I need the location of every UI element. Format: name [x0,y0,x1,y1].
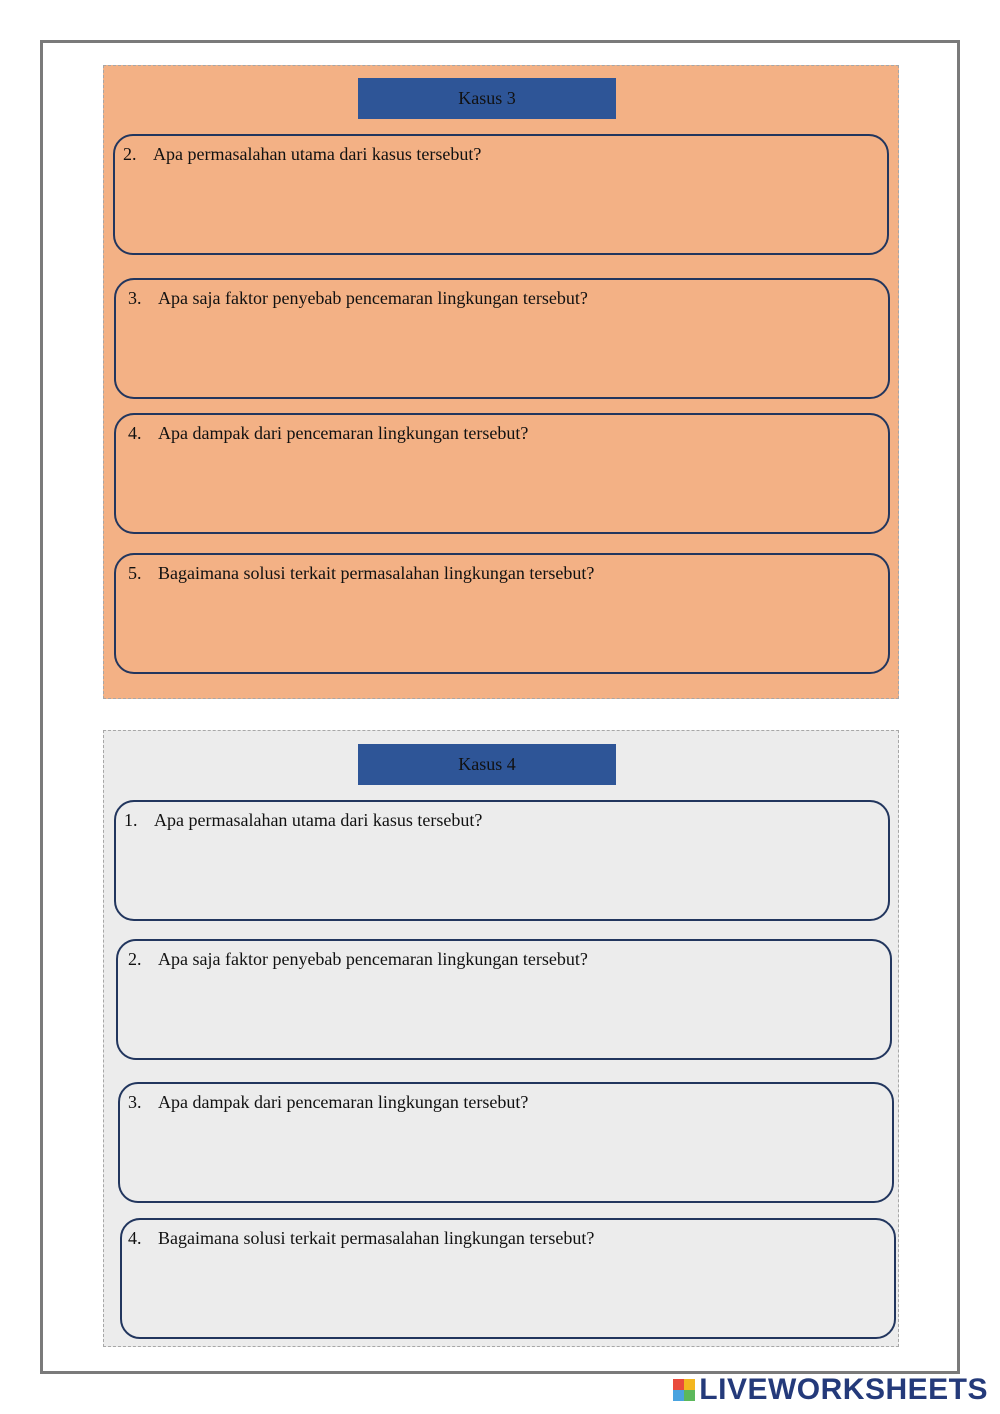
question-number: 4. [128,1228,142,1248]
case-title-4: Kasus 4 [358,744,616,785]
question-text: Apa dampak dari pencemaran lingkungan tersebut? [158,1092,529,1112]
question-label [128,949,588,970]
question-label [128,288,588,309]
question-text: Bagaimana solusi terkait permasalahan lingkungan tersebut? [158,563,595,583]
question-label [128,1092,528,1113]
answer-box-3-2[interactable] [114,278,890,399]
answer-box-4-1[interactable] [114,800,890,921]
question-number: 3. [128,288,142,308]
question-text: Apa permasalahan utama dari kasus tersebut? [154,810,483,830]
question-label [128,563,594,584]
case-panel-4 [103,730,899,1347]
question-number: 3. [128,1092,142,1112]
question-number: 5. [128,563,142,583]
brand-name: LIVEWORKSHEETS [699,1373,988,1406]
question-text: Apa saja faktor penyebab pencemaran lingkungan tersebut? [158,949,588,969]
answer-box-4-2[interactable] [116,939,892,1060]
question-number: 2. [123,144,137,164]
liveworksheets-brand[interactable] [673,1372,988,1408]
answer-box-3-4[interactable] [114,553,890,674]
answer-box-3-3[interactable] [114,413,890,534]
answer-box-4-3[interactable] [118,1082,894,1203]
question-number: 2. [128,949,142,969]
question-text: Apa dampak dari pencemaran lingkungan tersebut? [158,423,529,443]
question-number: 4. [128,423,142,443]
answer-box-3-1[interactable] [113,134,889,255]
case-title-3: Kasus 3 [358,78,616,119]
question-label [124,810,482,831]
question-text: Apa saja faktor penyebab pencemaran lingkungan tersebut? [158,288,588,308]
liveworksheets-logo-icon [673,1379,695,1401]
case-panel-3 [103,65,899,699]
question-text: Bagaimana solusi terkait permasalahan lingkungan tersebut? [158,1228,595,1248]
question-label [123,144,481,165]
answer-box-4-4[interactable] [120,1218,896,1339]
question-label [128,1228,594,1249]
question-label [128,423,528,444]
question-text: Apa permasalahan utama dari kasus tersebut? [153,144,482,164]
question-number: 1. [124,810,138,830]
